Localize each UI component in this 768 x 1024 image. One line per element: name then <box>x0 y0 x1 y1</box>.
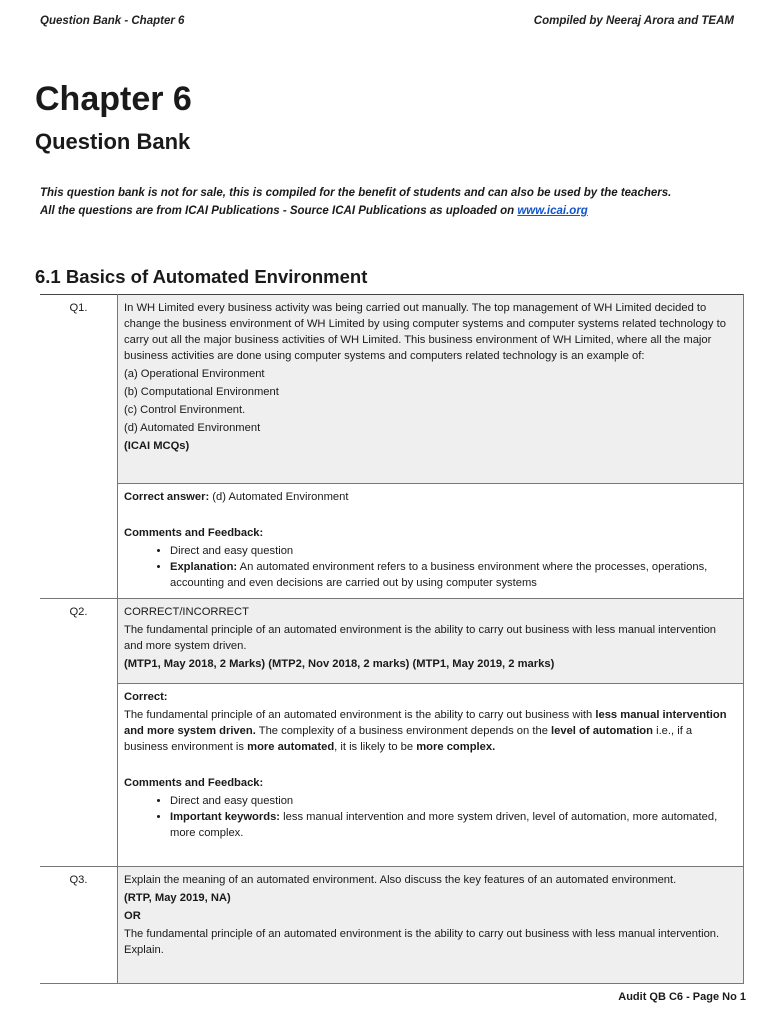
disclaimer-line-1: This question bank is not for sale, this is compiled for the benefit of students and can also be used by the teachers. <box>40 187 672 199</box>
table-row <box>40 295 744 484</box>
option-b: (b) Computational Environment <box>124 386 279 398</box>
question-type: CORRECT/INCORRECT <box>124 606 249 618</box>
question-alt: The fundamental principle of an automated environment is the ability to carry out business with less manual intervention. Explain. <box>124 928 720 956</box>
question-number: Q2. <box>40 599 118 867</box>
answer-emphasis: less manual intervention and more system driven. <box>124 709 727 737</box>
chapter-subtitle: Question Bank <box>35 129 191 154</box>
answer-part: , it is likely to be <box>334 741 417 753</box>
disclaimer-line-2 <box>40 202 755 220</box>
question-source: (RTP, May 2019, NA) <box>124 892 231 904</box>
icai-link[interactable]: www.icai.org <box>517 205 588 217</box>
question-source: (MTP1, May 2018, 2 Marks) (MTP2, Nov 2018, 2 marks) (MTP1, May 2019, 2 marks) <box>124 658 555 670</box>
question-table <box>40 294 744 984</box>
question-stem: Explain the meaning of an automated environment. Also discuss the key features of an automated environment. <box>124 874 677 886</box>
running-header-right: Compiled by Neeraj Arora and TEAM <box>533 15 734 27</box>
table-row <box>40 867 744 984</box>
comments-list <box>124 543 737 591</box>
option-a: (a) Operational Environment <box>124 368 265 380</box>
answer-emphasis: more complex. <box>416 741 496 753</box>
chapter-title: Chapter 6 <box>35 80 192 118</box>
answer-line <box>124 489 737 505</box>
answer-emphasis: more automated <box>247 741 335 753</box>
answer-body <box>118 484 744 599</box>
list-item: • Direct and easy question <box>170 793 737 809</box>
answer-part: The complexity of a business environment depends on the <box>255 725 552 737</box>
option-d: (d) Automated Environment <box>124 422 261 434</box>
bullet-label: Important keywords: <box>170 811 281 823</box>
answer-emphasis: level of automation <box>551 725 653 737</box>
table-row <box>40 684 744 867</box>
option-c: (c) Control Environment. <box>124 404 246 416</box>
comments-list <box>124 793 737 841</box>
or-label: OR <box>124 910 141 922</box>
bullet-text: less manual intervention and more system driven, level of automation, more automated, more complex. <box>170 811 718 839</box>
disclaimer <box>40 184 755 220</box>
list-item <box>170 559 737 591</box>
question-number: Q1. <box>40 295 118 599</box>
bullet-text: An automated environment refers to a business environment where the processes, operations, accounting and even decisions are carried out by using computer systems <box>170 561 708 589</box>
list-item <box>170 809 737 841</box>
comments-label: Comments and Feedback: <box>124 777 264 789</box>
question-stem: The fundamental principle of an automated environment is the ability to carry out business with less manual intervention and more system driven. <box>124 624 717 652</box>
section-heading: 6.1 Basics of Automated Environment <box>35 266 368 287</box>
list-item: • Direct and easy question <box>170 543 737 559</box>
answer-text: (d) Automated Environment <box>209 491 349 503</box>
disclaimer-line-2-text: All the questions are from ICAI Publications - Source ICAI Publications as uploaded on <box>40 205 518 217</box>
bullet-label: Explanation: <box>170 561 238 573</box>
table-row <box>40 484 744 599</box>
question-body <box>118 295 744 484</box>
answer-part: The fundamental principle of an automated environment is the ability to carry out business with <box>124 709 596 721</box>
answer-label: Correct answer: <box>124 491 210 503</box>
question-stem: In WH Limited every business activity was being carried out manually. The top management of WH Limited decided to change the business environment of WH Limited by using computer systems and computer systems related technology to carry out all the major business activities of WH Limited. This business environment of WH Limited, where all the major business activities are done using computer systems and computers related technology is an example of: <box>124 302 726 362</box>
table-row <box>40 599 744 684</box>
page-footer: Audit QB C6 - Page No 1 <box>618 991 746 1003</box>
comments-label: Comments and Feedback: <box>124 527 264 539</box>
question-source: (ICAI MCQs) <box>124 440 190 452</box>
question-body <box>118 867 744 984</box>
running-header-left: Question Bank - Chapter 6 <box>40 15 185 27</box>
question-number: Q3. <box>40 867 118 984</box>
answer-label: Correct: <box>124 691 168 703</box>
answer-body <box>118 684 744 867</box>
answer-text <box>124 707 737 755</box>
answer-part: i.e., if a business environment is <box>124 725 693 753</box>
question-body <box>118 599 744 684</box>
